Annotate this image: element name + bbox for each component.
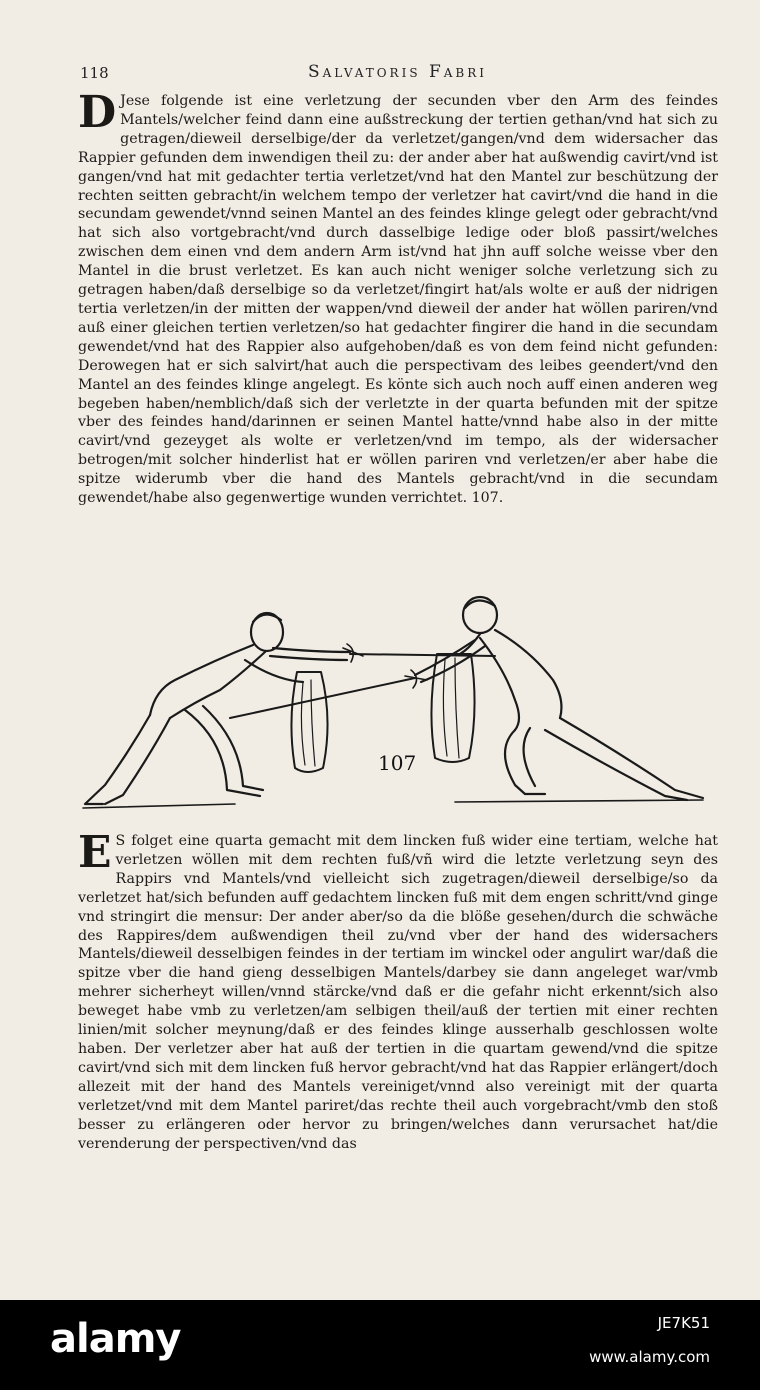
right-cloak: [431, 654, 474, 762]
site-url: www.alamy.com: [589, 1348, 710, 1366]
ground-line: [83, 800, 703, 808]
right-fencer-back: [495, 630, 561, 718]
paragraph-1: Jese folgende ist eine verletzung der secunden vber den Arm des feindes Mantels/welcher feind dann eine außstreckung der tertien gethan/vnd hat sich zu getragen/dieweil derselbige/der da verletzet/gangen/vnd dem widersacher das Rappier gefunden dem inwendigen theil zu: der ander aber hat außwendig cavirt/vnd ist gangen/vnd hat mit gedachter tertia verletzet/vnd hat den Mantel zur beschützung der rechten seitten gebracht/in welchem tempo der verletzer hat cavirt/vnd die hand in die secundam gewendet/vnnd seinen Mantel an des feindes klinge gelegt oder gebracht/vnd hat sich also vortgebracht/vnd durch dasselbige ledige oder bloß passirt/welches zwischen dem einen vnd dem andern Arm ist/vnd hat jhn auff solche weisse vber den Mantel in die brust verletzet. Es kan auch nicht weniger solche verletzung sich zu getragen haben/daß derselbige so da verletzet/fingirt hat/als wolte er auß der nidrigen tertia verletzen/in der mitten der wappen/vnd dieweil der ander hat wöllen pariren/vnd auß einer gleichen tertien verletzen/so hat gedachter fingirer die hand in die secundam gewendet/vnd hat des Rappier also aufgehoben/daß es von dem feind nicht gefunden: Derowegen hat er sich salvirt/hat auch die perspectivam des leibes geendert/vnd den Mantel an des feindes klinge angelegt. Es könte sich auch noch auff einen anderen weg begeben haben/nemblich/daß sich der verletzte in der quarta befunden mit der spitze vber des feindes hand/darinnen er seinen Mantel hatte/vnnd habe also in der mitte cavirt/vnd gezeyget als wolte er verletzen/vnd im tempo, als der widersacher betrogen/mit solcher hinderlist hat er wöllen pariren vnd verletzen/er aber habe die spitze widerumb vber die hand des Mantels gebracht/vnd in die secundam gewendet/habe also gegenwertige wunden verrichtet. 107.: [78, 93, 718, 507]
image-id: JE7K51: [657, 1314, 710, 1332]
figure-number: 107: [378, 751, 417, 775]
watermark-bar: [0, 1300, 760, 1390]
right-fencer: [415, 597, 703, 800]
page-number: 118: [80, 64, 109, 82]
right-fencer-chest: [480, 638, 519, 730]
page-header: [80, 60, 715, 86]
left-fencer-rear-leg: [85, 715, 150, 804]
fencing-woodcut: [75, 590, 715, 820]
dropcap-1: D: [78, 92, 117, 138]
alamy-logo: alamy: [50, 1316, 181, 1362]
left-fencer: [85, 613, 350, 804]
right-fencer-head: [463, 597, 497, 633]
fencing-illustration: [75, 590, 715, 820]
left-fencer-front-leg: [185, 710, 260, 796]
dropcap-2: E: [78, 832, 112, 878]
right-fencer-rear-leg: [560, 718, 703, 798]
right-sword: [230, 678, 415, 718]
left-fencer-chest: [170, 652, 265, 718]
left-fencer-sword-arm: [273, 648, 350, 652]
running-title: Salvatoris Fabri: [307, 62, 487, 82]
left-cloak: [291, 672, 327, 772]
text-section-1: [78, 92, 718, 577]
left-fencer-back: [150, 645, 253, 715]
text-section-2: [78, 832, 718, 1212]
paragraph-2: S folget eine quarta gemacht mit dem lincken fuß wider eine tertiam, welche hat verletzen wöllen mit dem rechten fuß/vñ wird die letzte verletzung seyn des Rappirs vnd Mantels/vnd vielleicht sich zugetragen/dieweil derselbige/so da verletzet hat/sich befunden auff gedachtem lincken fuß mit dem engen schritt/vnd ginge vnd stringirt die mensur: Der ander aber/so da die blöße gesehen/durch die schwäche des Rappires/dem außwendigen theil zu/vnd vber der hand des widersachers Mantels/dieweil desselbigen feindes in der tertiam im winckel oder angulirt war/daß die spitze vber die hand gieng desselbigen Mantels/darbey sie dann angeleget war/vmb mehrer sicherheyt willen/vnnd stärcke/vnd daß er die gefahr nicht erkennt/sich also beweget habe vmb zu verletzen/am selbigen theil/auß der tertien mit einer rechten linien/mit solcher meynung/daß er des feindes klinge ausserhalb geschlossen wolte haben. Der verletzer aber hat auß der tertien in die quartam gewend/vnd die spitze cavirt/vnd sich mit dem lincken fuß hervor gebracht/vnd hat das Rappier erlängert/doch allezeit mit der hand des Mantels vereiniget/vnnd also vereinigt mit der quarta verletzet/vnd mit dem Mantel pariret/das rechte theil auch vorgebracht/vmb den stoß besser zu erlängeren oder hervor zu bringen/welches dann verursachet hat/die verenderung der perspectiven/vnd das: [78, 833, 718, 1152]
